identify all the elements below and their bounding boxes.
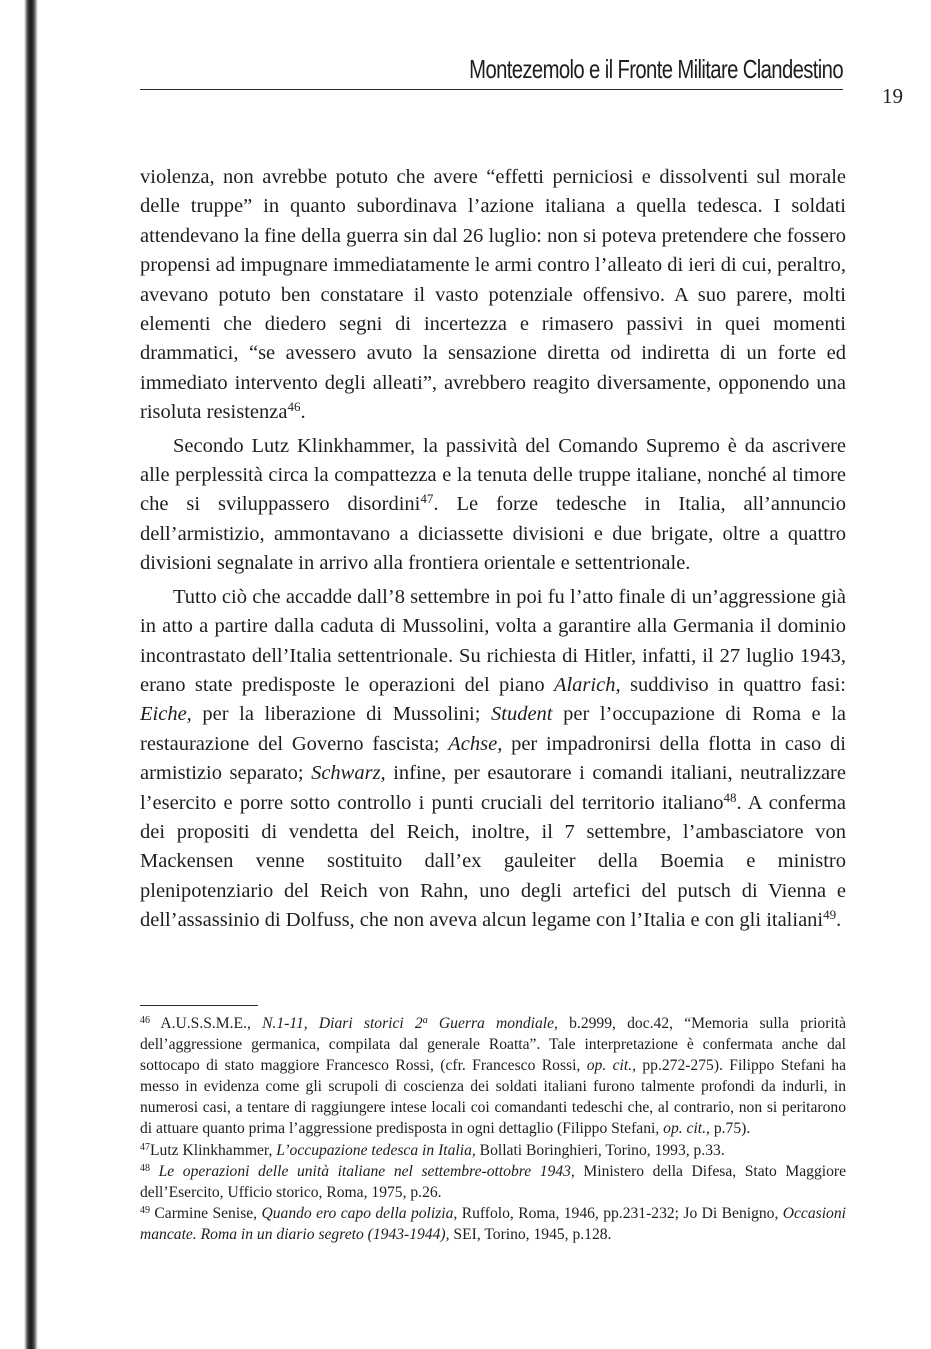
running-header: Montezemolo e il Fronte Militare Clandestino xyxy=(469,54,843,84)
paragraph-1: violenza, non avrebbe potuto che avere “effetti perniciosi e dissolventi sul morale delle truppe” in quanto subordinava l’azione italiana a quella tedesca. I soldati attendevano la fine della guerra sin dal 26 luglio: non si poteva pretendere che fossero propensi ad impugnare immediatamente le armi contro l’alleato di ieri di cui, peraltro, avevano potuto ben constatare il vasto potenziale offensivo. A suo parere, molti elementi che diedero segni di incertezza e rimasero passivi in quei momenti drammatici, “se avessero avuto la sensazione diretta od indiretta di un forte ed immediato intervento degli alleati”, avrebbero reagito diversamente, opponendo una risoluta resistenza$^{46}$. xyxy=(140,166,846,424)
footnote-46: $^{46}$ A.U.S.S.M.E., N.1-11, Diari storici 2$^a$ Guerra mondiale, b.2999, doc.42, “Memoria sulla priorità dell’aggressione germanica, compilata dal generale Roatta”. Tale interpretazione è confermata anche dal sottocapo di stato maggiore Francesco Rossi, (cfr. Francesco Rossi, op. cit., pp.272-275). Filippo Stefani ha messo in evidenza come gli scrupoli di coscienza dei soldati italiani furono talmente profondi da indurli, in numerosi casi, a tentare di raggiungere intese locali coi comandanti tedeschi che, al contrario, non si peritarono di attuare quanto prima l’aggressione predisposta in ogni dettaglio (Filippo Stefani, op. cit., p.75). xyxy=(140,1015,847,1138)
footnote-ref[interactable]: 48 xyxy=(723,789,737,805)
footnote-48: $^{48}$ Le operazioni delle unità italiane nel settembre-ottobre 1943, Ministero della Difesa, Stato Maggiore dell’Esercito, Ufficio storico, Roma, 1975, p.26. xyxy=(140,1162,846,1201)
main-text xyxy=(140,163,846,936)
footnote-rule xyxy=(140,1005,258,1006)
header-rule xyxy=(140,89,843,90)
paragraph-2: Secondo Lutz Klinkhammer, la passività del Comando Supremo è da ascrivere alle perplessità circa la compattezza e la tenuta delle truppe italiane, nonché al timore che si sviluppassero disordini$^{47}$. Le forze tedesche in Italia, all’annuncio dell’armistizio, ammontavano a diciassette divisioni e due brigate, oltre a quattro divisioni segnalate in arrivo alla frontiera orientale e settentrionale. xyxy=(140,434,846,575)
paragraph-3: Tutto ciò che accadde dall’8 settembre in poi fu l’atto finale di un’aggressione già in atto a partire dalla caduta di Mussolini, volta a garantire alla Germania il dominio incontrastato dell’Italia settentrionale. Su richiesta di Hitler, infatti, il 27 luglio 1943, erano state predisposte le operazioni del piano Alarich, suddiviso in quattro fasi: Eiche, per la liberazione di Mussolini; Student per l’occupazione di Roma e la restaurazione del Governo fascista; Achse, per impadronirsi della flotta in caso di armistizio separato; Schwarz, infine, per esautorare i comandi italiani, neutralizzare l’esercito e porre sotto controllo i punti cruciali del territorio italiano$^{48}$. A conferma dei propositi di vendetta del Reich, inoltre, il 7 settembre, l’ambasciatore von Mackensen venne sostituito dall’ex gauleiter della Boemia e ministro plenipotenziario del Reich von Rahn, uno degli artefici del putsch di Vienna e dell’assassinio di Dolfuss, che non aveva alcun legame con l’Italia e con gli italiani$^{49}$. xyxy=(140,585,846,932)
footnote-ref[interactable]: 49 xyxy=(823,907,837,923)
footnote-ref[interactable]: 46 xyxy=(287,399,301,415)
page-number: 19 xyxy=(882,84,903,108)
footnotes xyxy=(140,1013,846,1245)
footnote-49: $^{49}$ Carmine Senise, Quando ero capo della polizia, Ruffolo, Roma, 1946, pp.231-232; Jo Di Benigno, Occasioni mancate. Roma in un diario segreto (1943-1944), SEI, Torino, 1945, p.128. xyxy=(140,1204,846,1243)
footnote-47: $^{47}$Lutz Klinkhammer, L’occupazione tedesca in Italia, Bollati Boringhieri, Torino, 1993, p.33. xyxy=(140,1141,725,1159)
footnote-ref[interactable]: 47 xyxy=(420,491,434,507)
book-spine-shadow xyxy=(0,0,38,1349)
